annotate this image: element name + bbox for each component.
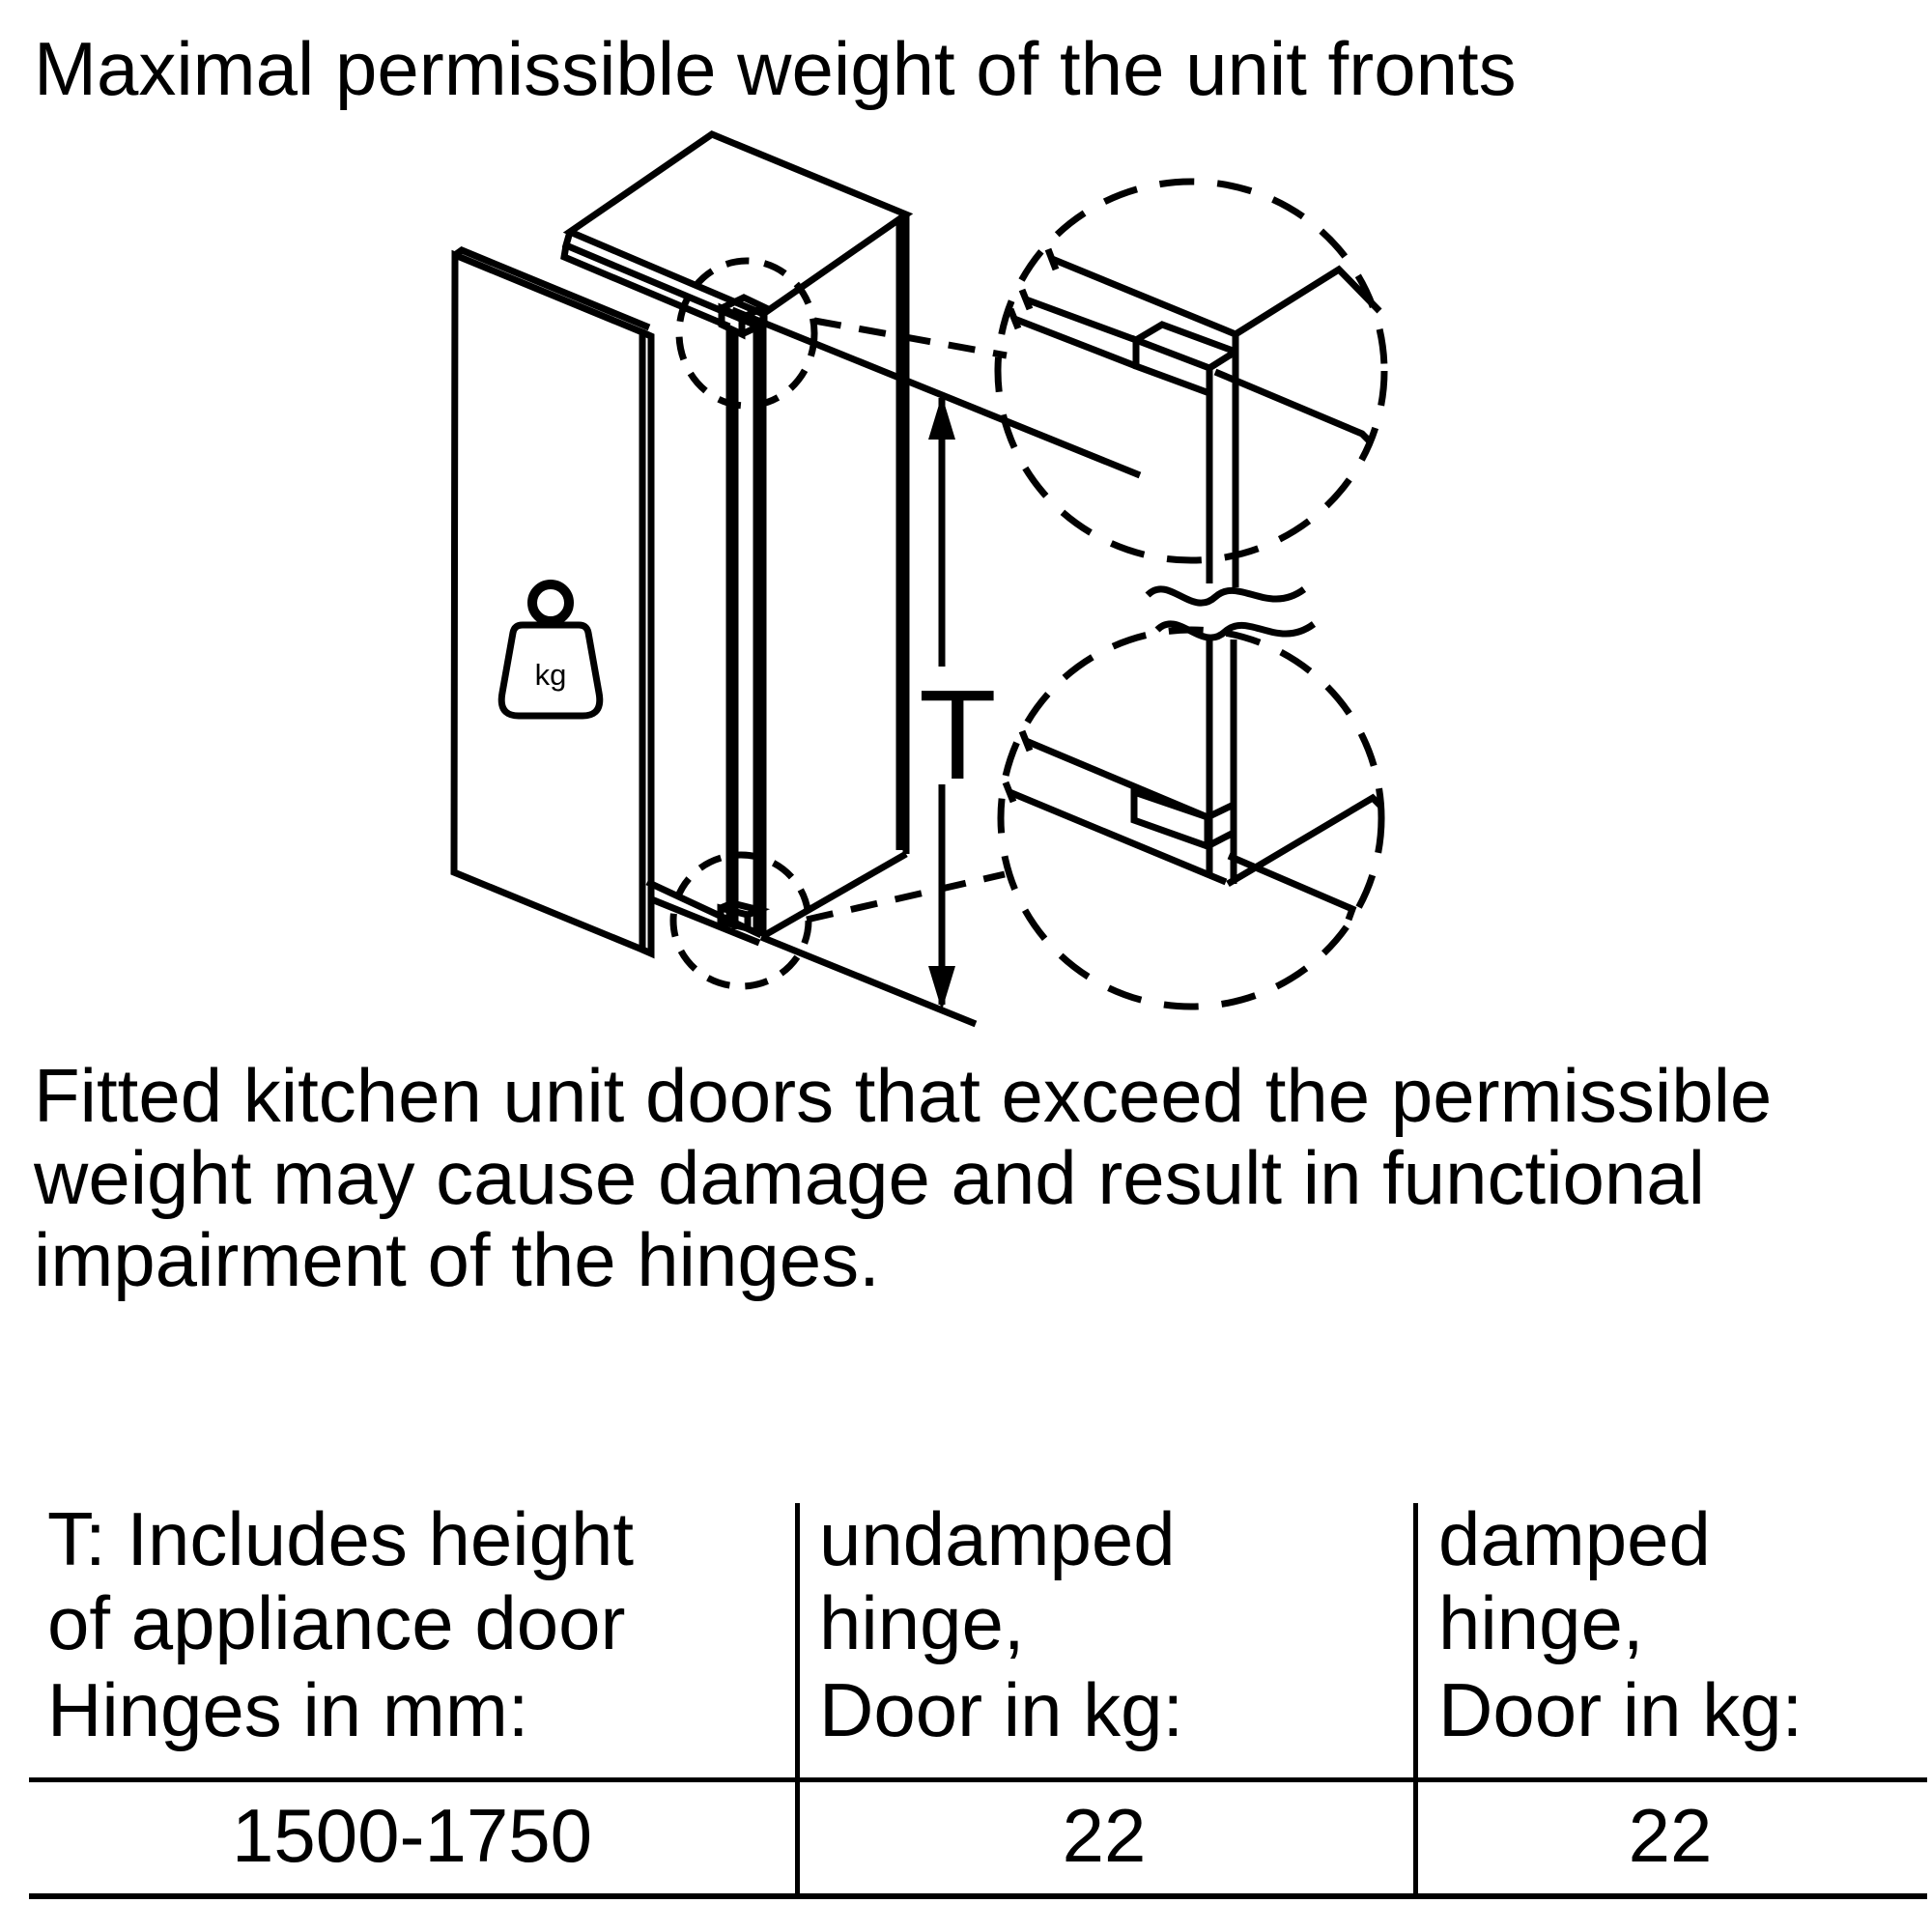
unit-front-panel bbox=[454, 250, 651, 953]
hinge-weight-table bbox=[0, 1496, 1932, 1904]
page-title: Maximal permissible weight of the unit fronts bbox=[34, 26, 1517, 111]
warning-line: Fitted kitchen unit doors that exceed the permissible bbox=[34, 1053, 1773, 1138]
warning-paragraph bbox=[34, 1055, 1772, 1301]
column-header-hinges: T: Includes height of appliance door bbox=[47, 1496, 635, 1665]
column-header-damped: damped hinge, bbox=[1438, 1496, 1711, 1665]
appliance-cabinet bbox=[564, 134, 906, 943]
undamped-door-weight-value: 22 bbox=[1062, 1793, 1147, 1878]
warning-line: impairment of the hinges. bbox=[34, 1217, 880, 1302]
bottom-hinge-detail-view bbox=[1001, 630, 1381, 1007]
column-subheader: Hinges in mm: bbox=[47, 1667, 529, 1752]
weight-kg-icon bbox=[501, 584, 600, 716]
kg-label: kg bbox=[534, 658, 567, 692]
column-subheader: Door in kg: bbox=[819, 1667, 1184, 1752]
table-header-rule bbox=[29, 1777, 1927, 1782]
table-bottom-rule bbox=[29, 1893, 1927, 1899]
hinge-height-range-value: 1500-1750 bbox=[231, 1793, 592, 1878]
column-header-undamped: undamped hinge, bbox=[819, 1496, 1176, 1665]
column-subheader: Door in kg: bbox=[1438, 1667, 1804, 1752]
damped-door-weight-value: 22 bbox=[1628, 1793, 1713, 1878]
dimension-t-label: T bbox=[919, 664, 997, 806]
warning-line: weight may cause damage and result in functional bbox=[34, 1135, 1706, 1220]
top-leader-line bbox=[814, 321, 1007, 355]
top-hinge-detail-view bbox=[998, 182, 1384, 587]
